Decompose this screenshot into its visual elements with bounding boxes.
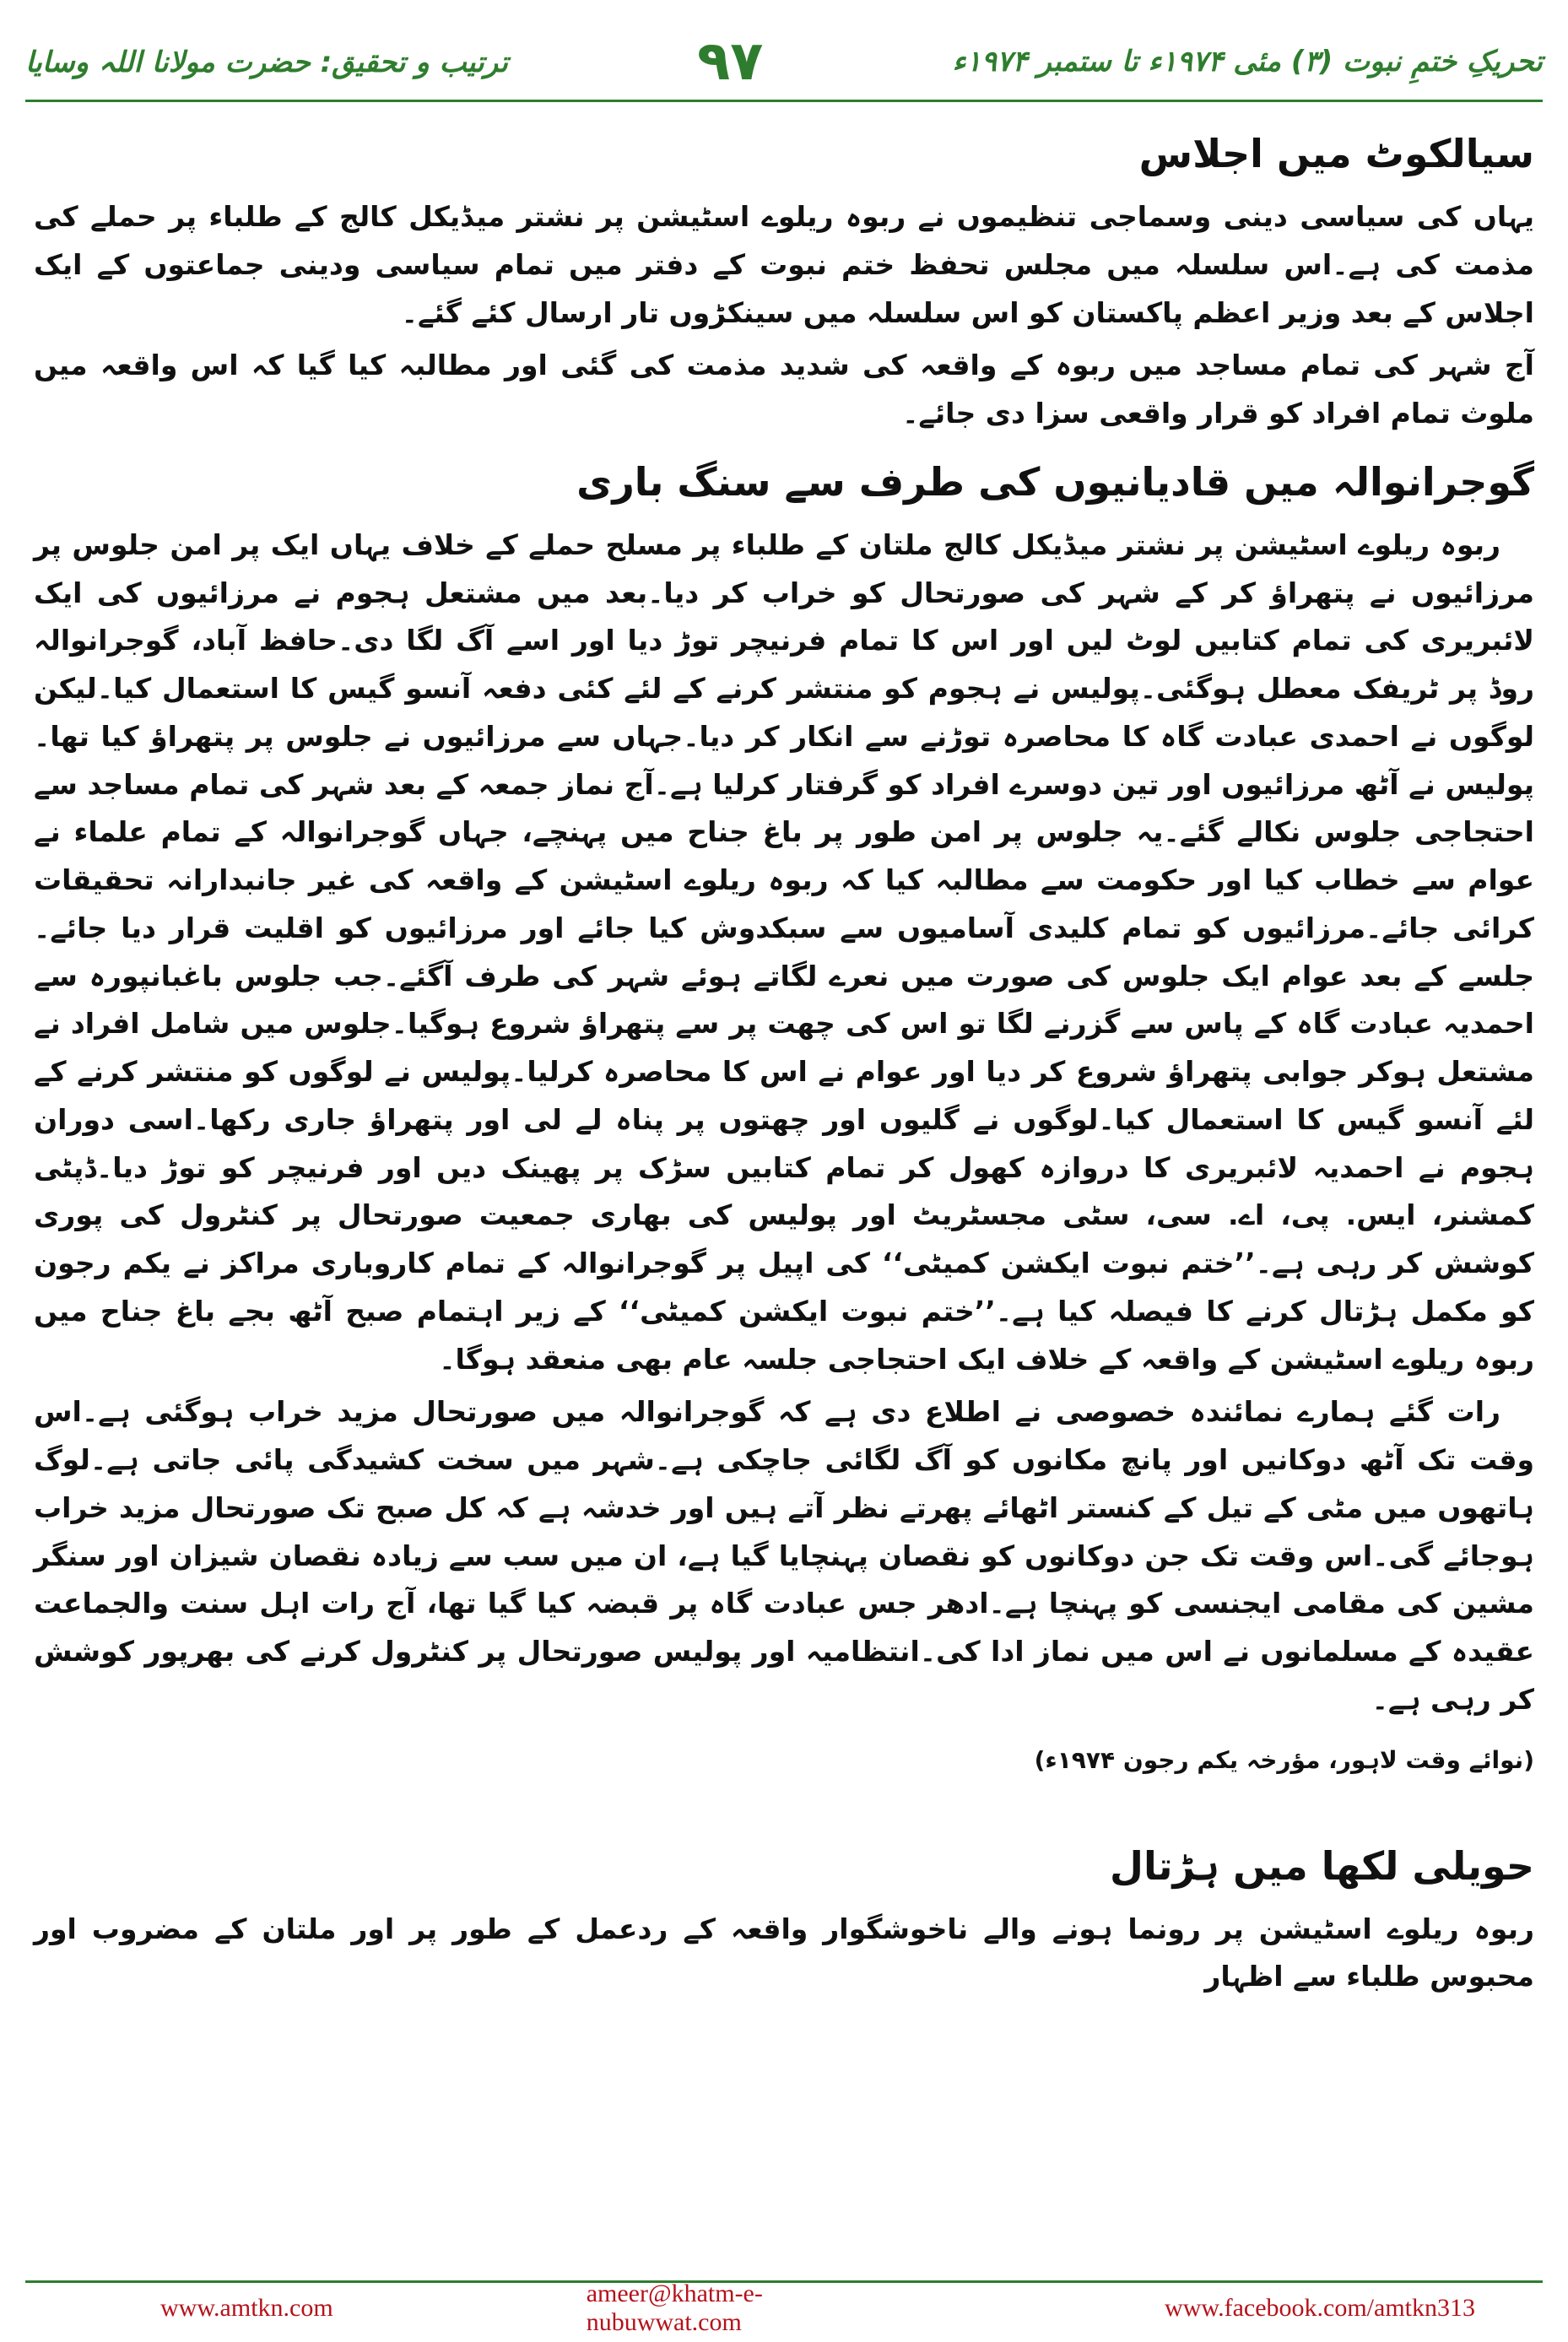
- section-sialkot: [34, 125, 1534, 438]
- header-rule: [25, 100, 1543, 102]
- email-link[interactable]: ameer@khatm-e-nubuwwat.com: [586, 2280, 763, 2336]
- source-citation: (نوائے وقت لاہور، مؤرخہ یکم رجون ۱۹۷۴ء): [1034, 1745, 1534, 1774]
- compiler-credit: ترتیب و تحقیق: حضرت مولانا اللہ وسایا: [25, 45, 508, 79]
- section-gujranwala: [34, 453, 1534, 1778]
- section-heading: حویلی لکھا میں ہڑتال: [1110, 1842, 1534, 1889]
- section-heading: گوجرانوالہ میں قادیانیوں کی طرف سے سنگ باری: [576, 458, 1534, 505]
- website-link[interactable]: www.amtkn.com: [160, 2294, 333, 2322]
- facebook-link[interactable]: www.facebook.com/amtkn313: [1165, 2294, 1475, 2322]
- page-body: [34, 110, 1534, 2006]
- book-title: تحریکِ ختمِ نبوت (۳) مئی ۱۹۷۴ء تا ستمبر ۱۹۷۴ء: [952, 45, 1543, 78]
- paragraph: آج شہر کی تمام مساجد میں ربوہ کے واقعہ کی شدید مذمت کی گئی اور مطالبہ کیا گیا کہ اس واقعہ میں ملوث تمام افراد کو قرار واقعی سزا دی جائے۔: [34, 349, 1534, 430]
- page-number: ۹۷: [697, 30, 764, 93]
- paragraph: ربوہ ریلوے اسٹیشن پر نشتر میڈیکل کالج ملتان کے طلباء پر مسلح حملے کے خلاف یہاں ایک پر امن جلوس پر مرزائیوں نے پتھراؤ کر کے شہر کی صورتحال کو خراب کر دیا۔بعد میں مشتعل ہجوم نے مرزائیوں کی ایک لائبریری کی تمام کتابیں لوٹ لیں اور اس کا تمام فرنیچر توڑ دیا اور اسے آگ لگا دی۔حافظ آباد، گوجرانوالہ روڈ پر ٹریفک معطل ہوگئی۔پولیس نے ہجوم کو منتشر کرنے کے لئے کئی دفعہ آنسو گیس کا استعمال کیا۔لیکن لوگوں نے احمدی عبادت گاہ کا محاصرہ توڑنے سے انکار کر دیا۔جہاں سے مرزائیوں نے جلوس پر پتھراؤ کیا تھا۔پولیس نے آٹھ مرزائیوں اور تین دوسرے افراد کو گرفتار کرلیا ہے۔آج نماز جمعہ کے بعد شہر کی تمام مساجد سے احتجاجی جلوس نکالے گئے۔یہ جلوس پر امن طور پر باغ جناح میں پہنچے، جہاں گوجرانوالہ کے تمام علماء نے عوام سے خطاب کیا اور حکومت سے مطالبہ کیا کہ ربوہ ریلوے اسٹیشن کے واقعہ کی غیر جانبدارانہ تحقیقات کرائی جائے۔مرزائیوں کو تمام کلیدی آسامیوں سے سبکدوش کیا جائے اور مرزائیوں کو اقلیت قرار دیا جائے۔جلسے کے بعد عوام ایک جلوس کی صورت میں نعرے لگاتے ہوئے شہر کی طرف آگئے۔جب جلوس باغبانپورہ سے احمدیہ عبادت گاہ کے پاس سے گزرنے لگا تو اس کی چھت پر سے پتھراؤ شروع ہوگیا۔جلوس میں شامل افراد نے مشتعل ہوکر جوابی پتھراؤ شروع کر دیا اور عوام نے اس کا محاصرہ کرلیا۔پولیس نے لوگوں کو منتشر کرنے کے لئے آنسو گیس کا استعمال کیا۔لوگوں نے گلیوں اور چھتوں پر پناہ لے لی اور پتھراؤ جاری رکھا۔اسی دوران ہجوم نے احمدیہ لائبریری کا دروازہ کھول کر تمام کتابیں سڑک پر پھینک دیں اور فرنیچر کو توڑ دیا۔ڈپٹی کمشنر، ایس. پی، اے. سی، سٹی مجسٹریٹ اور پولیس کی بھاری جمعیت صورتحال پر کنٹرول کی پوری کوشش کر رہی ہے۔’’ختم نبوت ایکشن کمیٹی‘‘ کی اپیل پر گوجرانوالہ کے تمام کاروباری مراکز نے یکم رجون کو مکمل ہڑتال کرنے کا فیصلہ کیا ہے۔’’ختم نبوت ایکشن کمیٹی‘‘ کے زیر اہتمام صبح آٹھ بجے باغ جناح میں ربوہ ریلوے اسٹیشن کے واقعہ کے خلاف ایک احتجاجی جلسہ عام بھی منعقد ہوگا۔: [34, 527, 1534, 1376]
- section-heading: سیالکوٹ میں اجلاس: [1138, 131, 1534, 176]
- paragraph: یہاں کی سیاسی دینی وسماجی تنظیموں نے ربوہ ریلوے اسٹیشن پر نشتر میڈیکل کالج کے طلباء پر حملے کی مذمت کی ہے۔اس سلسلہ میں مجلس تحفظ ختم نبوت کے دفتر میں تمام سیاسی ودینی جماعتوں کے ایک اجلاس کے بعد وزیر اعظم پاکستان کو اس سلسلہ میں سینکڑوں تار ارسال کئے گئے۔: [34, 200, 1534, 329]
- section-haveli-lakha: [34, 1837, 1534, 2002]
- paragraph: رات گئے ہمارے نمائندہ خصوصی نے اطلاع دی ہے کہ گوجرانوالہ میں صورتحال مزید خراب ہوگئی ہے۔اس وقت تک آٹھ دوکانیں اور پانچ مکانوں کو آگ لگائی جاچکی ہے۔شہر میں سخت کشیدگی پائی جاتی ہے۔لوگ ہاتھوں میں مٹی کے تیل کے کنستر اٹھائے پھرتے نظر آتے ہیں اور خدشہ ہے کہ کل صبح تک صورتحال مزید خراب ہوجائے گی۔اس وقت تک جن دوکانوں کو نقصان پہنچایا گیا ہے، ان میں سب سے زیادہ نقصان شیزان اور سنگر مشین کی مقامی ایجنسی کو پہنچا ہے۔ادھر جس عبادت گاہ پر قبضہ کیا گیا تھا، آج رات اہل سنت والجماعت عقیدہ کے مسلمانوں نے اس میں نماز ادا کی۔انتظامیہ اور پولیس صورتحال پر کنٹرول کرنے کی بھرپور کوشش کر رہی ہے۔: [34, 1395, 1534, 1716]
- page-footer: [25, 2280, 1543, 2336]
- page-header: [25, 24, 1543, 100]
- paragraph: ربوہ ریلوے اسٹیشن پر رونما ہونے والے ناخوشگوار واقعہ کے ردعمل کے طور پر اور ملتان کے مضروب اور محبوس طلباء سے اظہار: [34, 1912, 1534, 1993]
